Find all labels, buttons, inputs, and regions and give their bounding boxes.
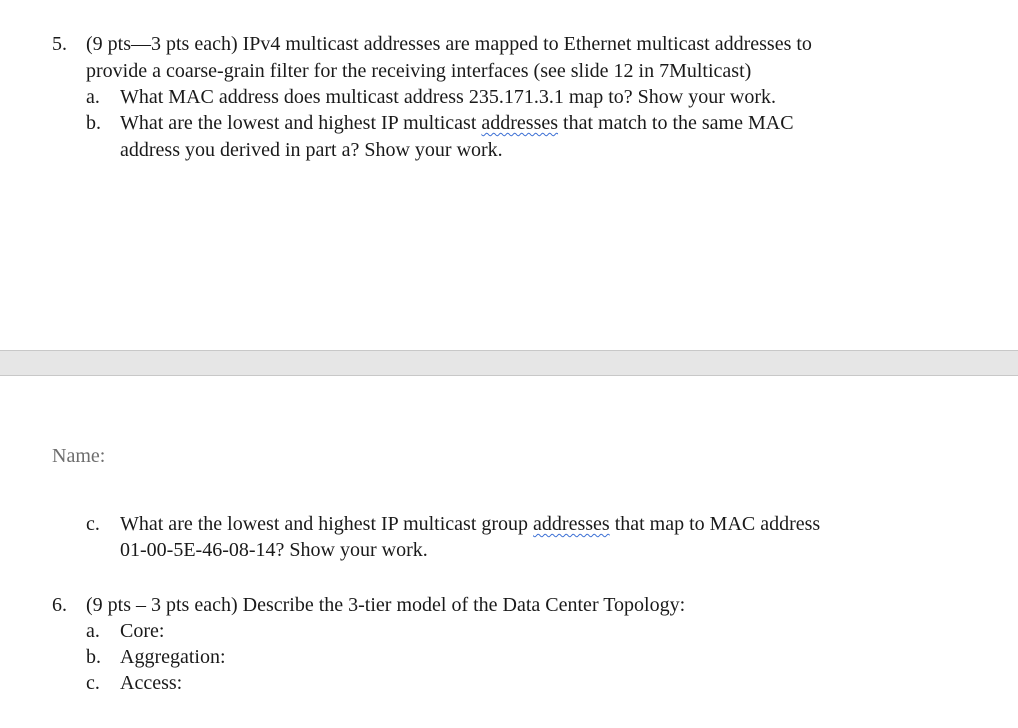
q6c-label: c.: [86, 672, 100, 694]
q5c-label: c.: [86, 513, 100, 535]
q6b-text: Aggregation:: [120, 646, 226, 668]
q5b-line1-post: that match to the same MAC: [558, 112, 794, 134]
q6a-label: a.: [86, 620, 100, 642]
q5b-line2: address you derived in part a? Show your work.: [120, 139, 503, 161]
q5c-line2: 01-00-5E-46-08-14? Show your work.: [120, 539, 428, 561]
spellcheck-flagged-word[interactable]: addresses: [533, 513, 610, 535]
document-page-1: [0, 0, 1018, 350]
q6c-text: Access:: [120, 672, 183, 694]
q5b-label: b.: [86, 112, 101, 134]
q6a-text: Core:: [120, 620, 165, 642]
q5b-line1: [120, 110, 794, 136]
q6b-label: b.: [86, 646, 101, 668]
q6-prompt: (9 pts – 3 pts each) Describe the 3-tier model of the Data Center Topology:: [86, 594, 686, 616]
q5c-line1-post: that map to MAC address: [609, 513, 821, 535]
q5a-label: a.: [86, 86, 100, 108]
q5c-line1: [120, 511, 820, 537]
name-label: Name:: [52, 445, 106, 467]
q5b-line1-pre: What are the lowest and highest IP multicast: [120, 112, 482, 134]
document-page-2: [0, 376, 1018, 728]
q5-number: 5.: [52, 33, 67, 55]
spellcheck-flagged-word[interactable]: addresses: [481, 112, 559, 134]
q5-prompt-line1: (9 pts—3 pts each) IPv4 multicast addresses are mapped to Ethernet multicast addresses to: [86, 33, 812, 55]
q5c-line1-pre: What are the lowest and highest IP multicast group: [120, 513, 534, 535]
q5-prompt-line2: provide a coarse-grain filter for the receiving interfaces (see slide 12 in 7Multicast): [86, 60, 752, 82]
page-break: [0, 350, 1018, 376]
q5a-text: What MAC address does multicast address 235.171.3.1 map to? Show your work.: [120, 86, 777, 108]
q6-number: 6.: [52, 594, 67, 616]
